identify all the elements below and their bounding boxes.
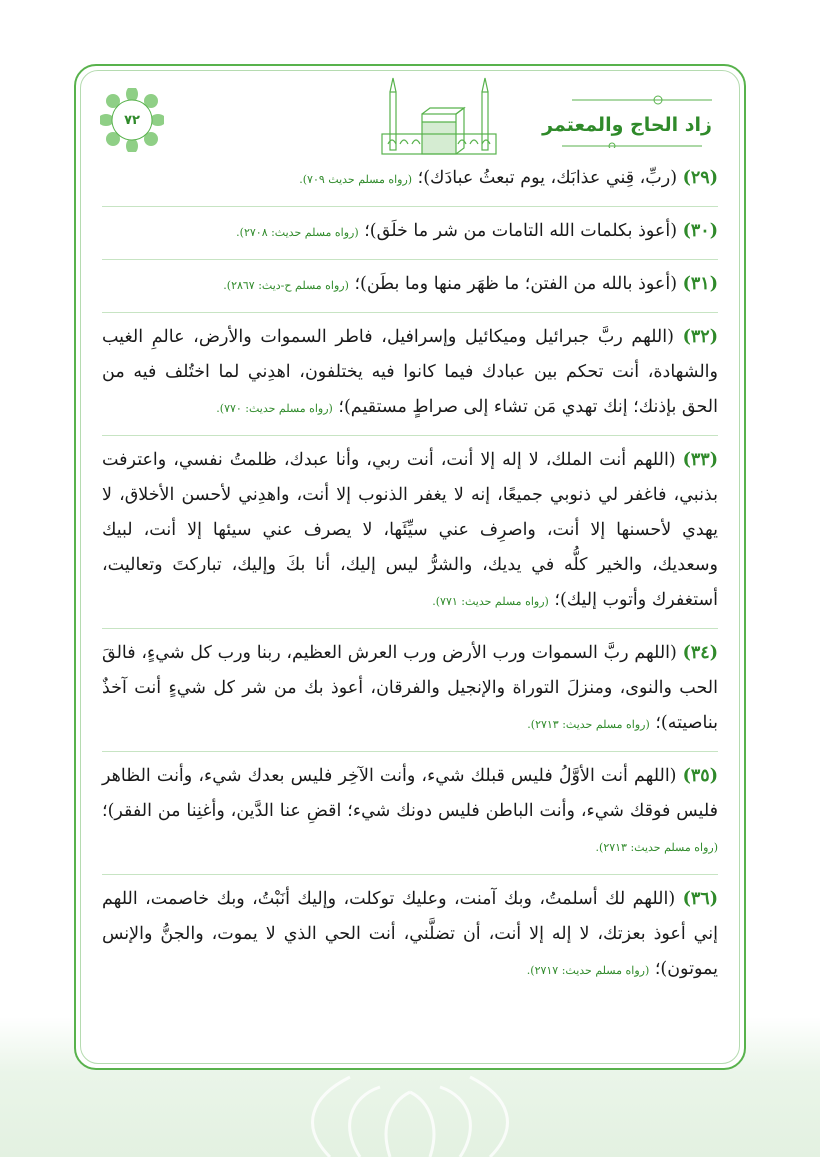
page-frame <box>74 64 746 1070</box>
dua-number: (٣٤) <box>682 643 718 663</box>
dua-paragraph <box>102 154 718 207</box>
dua-number: (٣١) <box>682 274 718 294</box>
hadith-reference: (رواه مسلم حديث: ٢٧١٣). <box>595 841 718 854</box>
page-number: ٧٢ <box>124 112 140 128</box>
main-content <box>102 154 718 997</box>
dua-paragraph <box>102 260 718 313</box>
dua-text: (أعوذ بالله من الفتن؛ ما ظهَر منها وما بطَن)؛ <box>348 274 683 294</box>
hadith-reference: (رواه مسلم حديث ٧٠٩). <box>299 173 413 186</box>
hadith-reference: (رواه مسلم ح-ديث: ٢٨٦٧). <box>223 279 349 292</box>
dua-text: (أعوذ بكلمات الله التامات من شر ما خلَق)؛ <box>358 221 683 241</box>
dua-text: (ربِّ، قِني عذابَك، يوم تبعثُ عبادَك)؛ <box>412 168 683 188</box>
hadith-reference: (رواه مسلم حديث: ٢٧١٧). <box>526 964 650 977</box>
hadith-reference: (رواه مسلم حديث: ٢٧٠٨). <box>236 226 359 239</box>
dua-paragraph <box>102 207 718 260</box>
dua-paragraph <box>102 436 718 629</box>
page-number-badge <box>100 88 164 152</box>
dua-text: (اللهم ربَّ جبرائيل وميكائيل وإسرافيل، فاطر السموات والأرض، عالمِ الغيب والشهادة، أنت تحكم بين عبادك فيما كانوا فيه يختلفون، اهدِني لما اختُلف فيه من الحق بإذنك؛ إنك تهدي مَن تشاء إلى صراطٍ مستقيم)؛ <box>102 327 718 417</box>
dua-number: (٢٩) <box>682 168 718 188</box>
hadith-reference: (رواه مسلم حديث: ٧٧١). <box>432 595 549 608</box>
dua-text: (اللهم أنت الأوَّلُ فليس قبلك شيء، وأنت الآخِر فليس بعدك شيء، وأنت الظاهر فليس فوقك شيء، وأنت الباطن فليس دونك شيء؛ اقضِ عنا الدَّين، وأغنِنا من الفقر)؛ <box>102 766 718 821</box>
hadith-reference: (رواه مسلم حديث: ٢٧١٣). <box>527 718 650 731</box>
dua-number: (٣٣) <box>682 450 718 470</box>
dua-paragraph <box>102 629 718 752</box>
kaaba-mosque-icon <box>378 74 500 160</box>
dua-number: (٣٥) <box>682 766 718 786</box>
dua-paragraph <box>102 752 718 875</box>
dua-number: (٣٠) <box>682 221 718 241</box>
hadith-reference: (رواه مسلم حديث: ٧٧٠). <box>216 402 333 415</box>
dua-paragraph <box>102 875 718 997</box>
dua-text: (اللهم ربَّ السموات ورب الأرض ورب العرش العظيم، ربنا ورب كل شيءٍ، فالقَ الحب والنوى، ومنزلَ التوراة والإنجيل والفرقان، أعوذ بك من شر كل شيءٍ أنت آخذٌ بناصيته)؛ <box>102 643 718 733</box>
book-title: زاد الحاج والمعتمر <box>542 114 712 136</box>
dua-text: (اللهم لك أسلمتُ، وبك آمنت، وعليك توكلت، وإليك أنَبْتُ، وبك خاصمت، اللهم إني أعوذ بعزتك، لا إله إلا أنت، أن تضلَّني، أنت الحي الذي لا يموت، والجنُّ والإنس يموتون)؛ <box>102 889 718 979</box>
dua-paragraph <box>102 313 718 436</box>
dua-text: (اللهم أنت الملك، لا إله إلا أنت، أنت ربي، وأنا عبدك، ظلمتُ نفسي، واعترفت بذنبي، فاغفر لي ذنوبي جميعًا، إنه لا يغفر الذنوب إلا أنت، واهدِني لأحسن الأخلاق، لا يهدي لأحسنها إلا أنت، واصرِف عني سيِّئَها، لا يصرف عني سيئها إلا أنت، لبيك وسعديك، والخير كلُّه في يديك، والشرُّ ليس إليك، أنا بكَ وإليك، تباركتَ وتعاليت، أستغفرك وأتوب إليك)؛ <box>102 450 718 610</box>
dua-number: (٣٦) <box>682 889 718 909</box>
dua-number: (٣٢) <box>682 327 718 347</box>
